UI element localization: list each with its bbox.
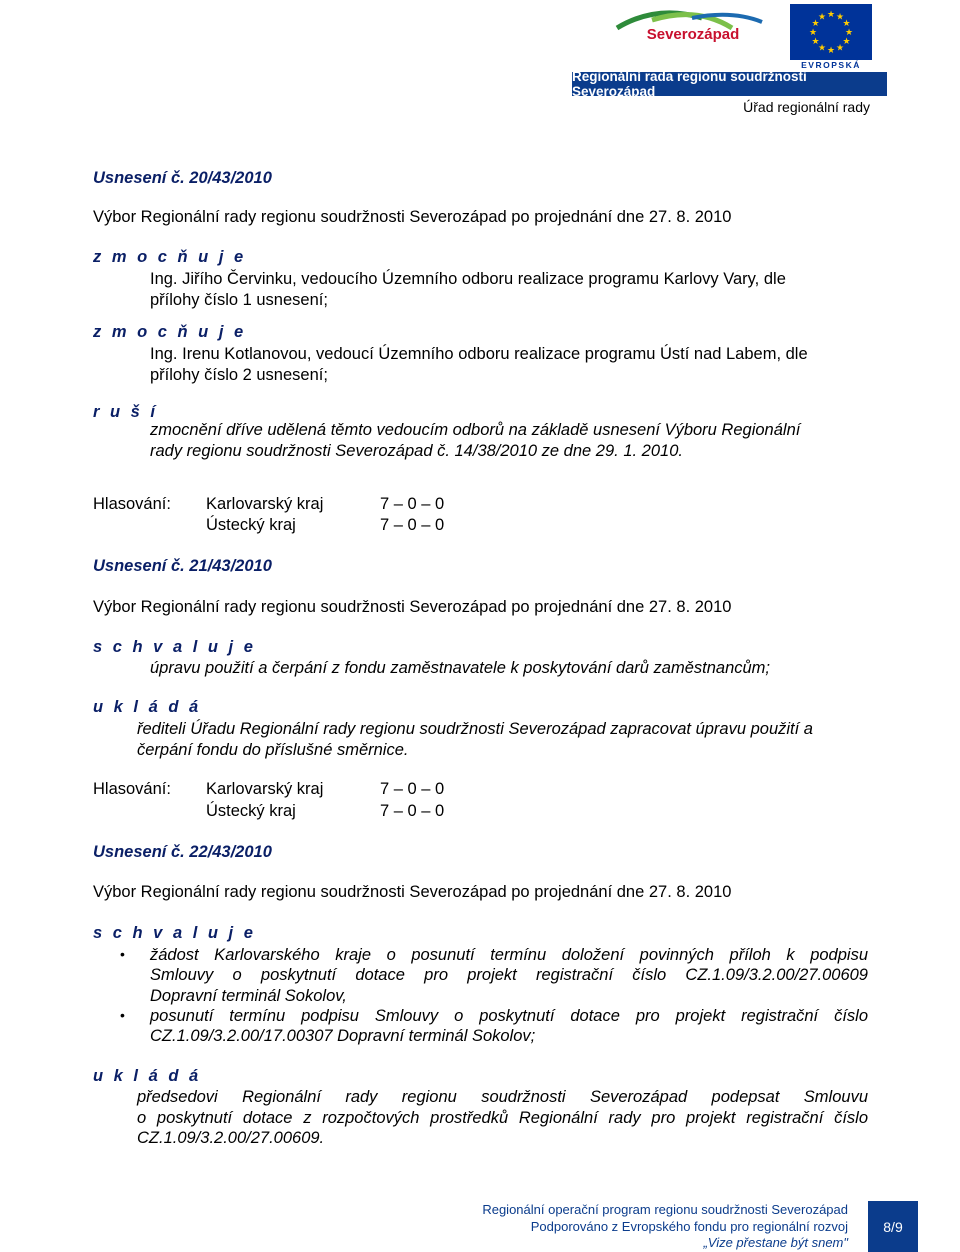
vote-result: 7 – 0 – 0	[380, 495, 445, 513]
footer-slogan: „Vize přestane být snem"	[703, 1235, 848, 1250]
footer-program: Regionální operační program regionu soudržnosti Severozápad	[482, 1202, 848, 1217]
text-line: posunutí termínu podpisu Smlouvy o poskytnutí dotace pro projekt registrační číslo	[150, 1007, 868, 1025]
text-line: řediteli Úřadu Regionální rady regionu soudržnosti Severozápad zapracovat úpravu použití a	[137, 720, 813, 738]
verb-zmocnuje: z m o c ň u j e	[93, 323, 247, 341]
text-line: čerpání fondu do příslušné směrnice.	[137, 741, 409, 759]
svg-text:★: ★	[835, 43, 845, 54]
svg-text:★: ★	[826, 46, 836, 56]
verb-rusi: r u š í	[93, 403, 159, 421]
committee-line: Výbor Regionální rady regionu soudržnosti Severozápad po projednání dne 27. 8. 2010	[93, 883, 732, 901]
svg-text:★: ★	[826, 10, 836, 20]
svg-text:★: ★	[844, 28, 854, 38]
text-line: Dopravní terminál Sokolov,	[150, 987, 347, 1005]
svg-text:★: ★	[835, 12, 845, 23]
text-line: CZ.1.09/3.2.00/17.00307 Dopravní terminál Sokolov;	[150, 1027, 536, 1045]
logo-wordmark: Severozápad	[646, 26, 740, 43]
verb-uklada: u k l á d á	[93, 1067, 202, 1085]
vote-region: Karlovarský kraj	[206, 495, 324, 513]
text-line: CZ.1.09/3.2.00/27.00609.	[137, 1129, 325, 1147]
verb-schvaluje: s c h v a l u j e	[93, 924, 256, 942]
vote-label: Hlasování:	[93, 495, 171, 513]
vote-result: 7 – 0 – 0	[380, 780, 445, 798]
text-line: zmocnění dříve udělená těmto vedoucím odborů na základě usnesení Výboru Regionální	[150, 421, 801, 439]
resolution-title: Usnesení č. 21/43/2010	[93, 557, 272, 575]
svg-text:★: ★	[811, 37, 820, 47]
eu-label: EVROPSKÁ	[801, 60, 861, 70]
region-logo	[612, 6, 772, 56]
svg-text:★: ★	[842, 37, 851, 47]
text-line: předsedovi Regionální rady regionu soudržnosti Severozápad podepsat Smlouvu	[137, 1088, 868, 1106]
vote-result: 7 – 0 – 0	[380, 802, 445, 820]
text-line: žádost Karlovarského kraje o posunutí termínu doložení povinných příloh k podpisu	[150, 946, 868, 964]
vote-region: Ústecký kraj	[206, 802, 296, 820]
text-line: Ing. Jiřího Červinku, vedoucího Územního odboru realizace programu Karlovy Vary, dle	[150, 270, 786, 288]
text-line: Ing. Irenu Kotlanovou, vedoucí Územního odboru realizace programu Ústí nad Labem, dle	[150, 345, 808, 363]
text-line: o poskytnutí dotace z rozpočtových prostředků Regionální rady pro projekt registrační číslo	[137, 1109, 868, 1127]
text-line: Smlouvy o poskytnutí dotace pro projekt registrační číslo CZ.1.09/3.2.00/27.00609	[150, 966, 868, 984]
text-line: rady regionu soudržnosti Severozápad č. 14/38/2010 ze dne 29. 1. 2010.	[150, 442, 683, 460]
verb-zmocnuje: z m o c ň u j e	[93, 248, 247, 266]
resolution-title: Usnesení č. 20/43/2010	[93, 169, 272, 187]
resolution-title: Usnesení č. 22/43/2010	[93, 843, 272, 861]
header-bar-text: Regionální rada regionu soudržnosti Severozápad	[572, 69, 807, 99]
svg-text:★: ★	[811, 19, 820, 29]
committee-line: Výbor Regionální rady regionu soudržnosti Severozápad po projednání dne 27. 8. 2010	[93, 208, 732, 226]
footer-fund: Podporováno z Evropského fondu pro regionální rozvoj	[530, 1219, 848, 1234]
page-number: 8/9	[868, 1201, 918, 1252]
verb-schvaluje: s c h v a l u j e	[93, 638, 256, 656]
text-line: přílohy číslo 1 usnesení;	[150, 291, 328, 309]
vote-result: 7 – 0 – 0	[380, 516, 445, 534]
committee-line: Výbor Regionální rady regionu soudržnosti Severozápad po projednání dne 27. 8. 2010	[93, 598, 732, 616]
svg-text:★: ★	[842, 19, 851, 29]
bullet-icon: •	[120, 946, 125, 962]
vote-region: Ústecký kraj	[206, 516, 296, 534]
header-bar	[572, 69, 887, 99]
eu-flag	[790, 4, 872, 60]
svg-text:★: ★	[817, 43, 827, 54]
text-line: přílohy číslo 2 usnesení;	[150, 366, 328, 384]
verb-uklada: u k l á d á	[93, 698, 202, 716]
svg-text:★: ★	[817, 12, 827, 23]
bullet-icon: •	[120, 1007, 125, 1023]
svg-text:★: ★	[808, 28, 818, 38]
text-line: úpravu použití a čerpání z fondu zaměstnavatele k poskytování darů zaměstnancům;	[150, 659, 771, 677]
vote-label: Hlasování:	[93, 780, 171, 798]
eu-stars-icon	[790, 4, 872, 60]
vote-region: Karlovarský kraj	[206, 780, 324, 798]
office-name: Úřad regionální rady	[743, 99, 870, 115]
